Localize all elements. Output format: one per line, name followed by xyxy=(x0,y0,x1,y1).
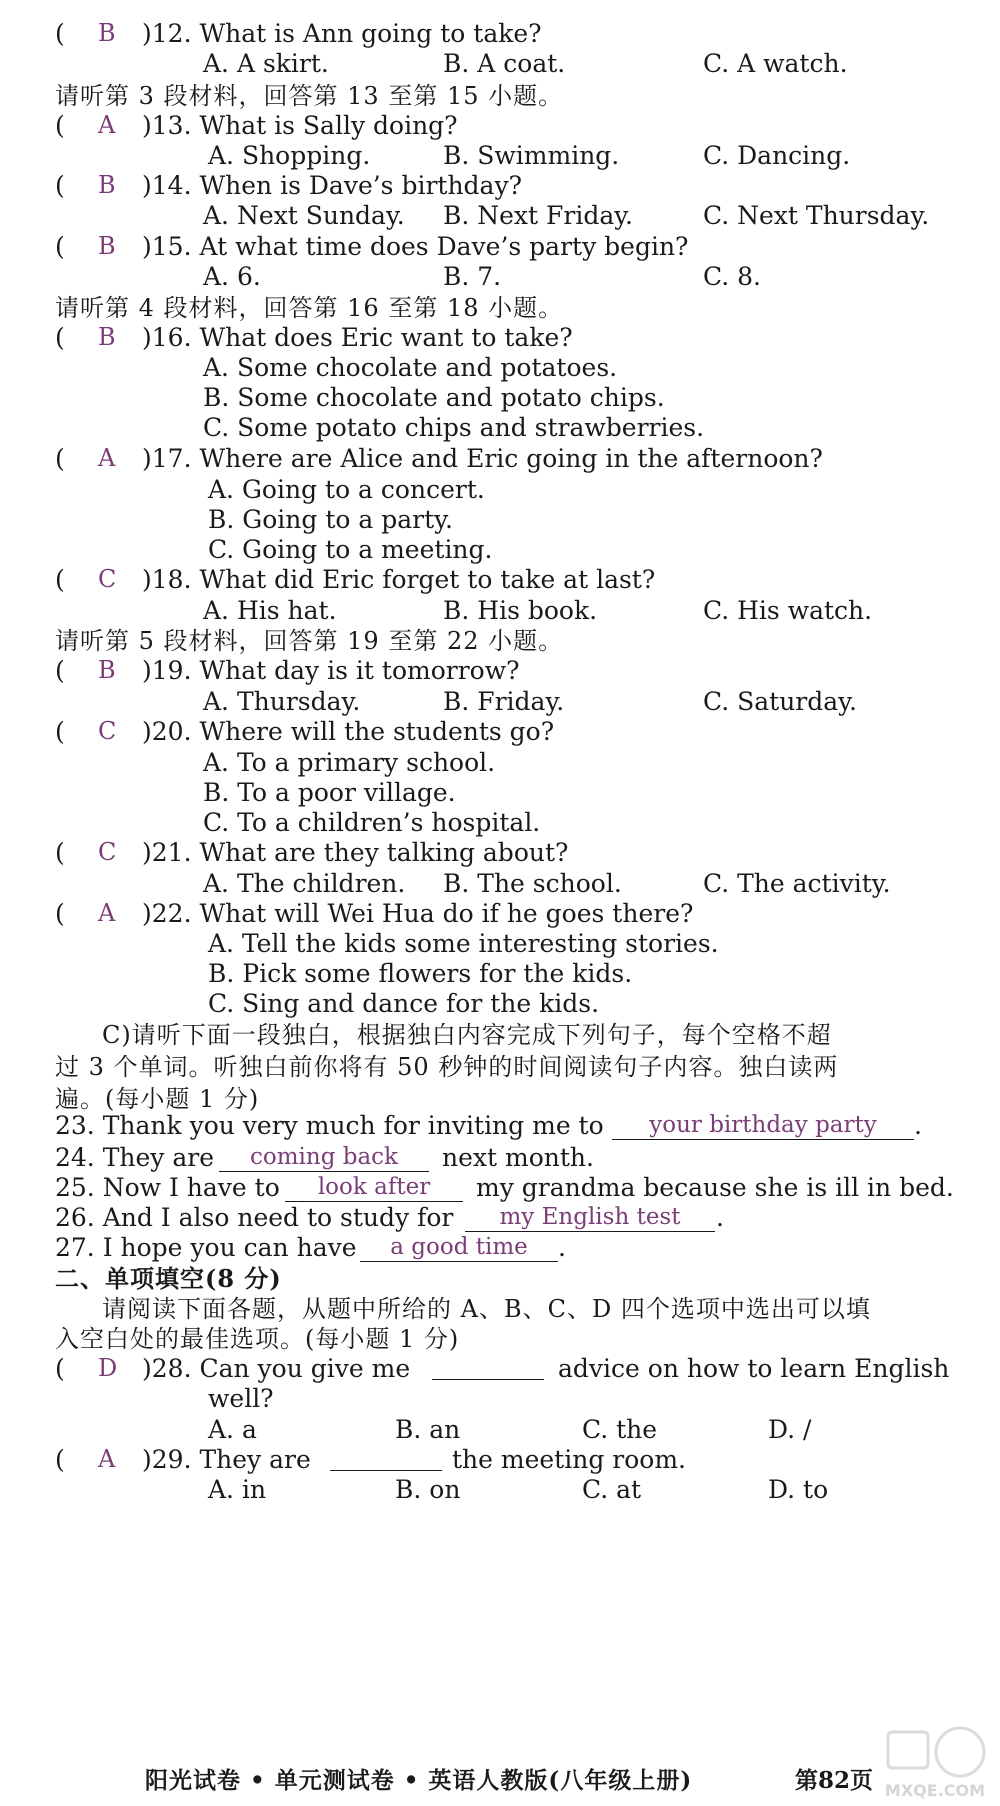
option-17-c: C. Going to a meeting. xyxy=(208,535,493,564)
part-c-line-1: C)请听下面一段独白，根据独白内容完成下列句子，每个空格不超 xyxy=(102,1021,832,1049)
option-d: D. / xyxy=(768,1415,812,1444)
question-28-cont: well? xyxy=(208,1384,274,1413)
answer-blank: coming back xyxy=(219,1143,429,1172)
option-c: C. 8. xyxy=(703,262,761,291)
option-a: A. a xyxy=(208,1415,257,1444)
answer-mark: B xyxy=(98,19,116,47)
question-14: ( B )14. When is Dave’s birthday? xyxy=(0,168,1000,203)
question-text: )20. Where will the students go? xyxy=(142,717,555,746)
option-d: D. to xyxy=(768,1475,829,1504)
fill-25: 25. Now I have to look after my grandma because she is ill in bed. xyxy=(55,1173,954,1202)
question-17: ( A )17. Where are Alice and Eric going in the afternoon? xyxy=(0,441,1000,476)
section-5-instruction: 请听第 5 段材料，回答第 19 至第 22 小题。 xyxy=(55,627,564,655)
footer-title: 阳光试卷 • 单元测试卷 • 英语人教版(八年级上册) xyxy=(145,1767,693,1794)
question-text: )22. What will Wei Hua do if he goes there? xyxy=(142,899,694,928)
option-a: A. A skirt. xyxy=(203,49,329,78)
option-c: C. Dancing. xyxy=(703,141,851,170)
fill-23: 23. Thank you very much for inviting me to your birthday party . xyxy=(55,1111,922,1140)
question-text: )13. What is Sally doing? xyxy=(142,111,458,140)
option-22-b: B. Pick some flowers for the kids. xyxy=(208,959,633,988)
fill-24: 24. They are coming back next month. xyxy=(55,1143,594,1172)
question-18: ( C )18. What did Eric forget to take at last? xyxy=(0,562,1000,597)
question-text: )14. When is Dave’s birthday? xyxy=(142,171,522,200)
answer-mark: B xyxy=(98,656,116,684)
option-17-a: A. Going to a concert. xyxy=(208,475,485,504)
option-16-a: A. Some chocolate and potatoes. xyxy=(203,353,618,382)
question-text: )29. They are xyxy=(142,1445,311,1474)
answer-mark: D xyxy=(98,1354,118,1382)
question-text: )15. At what time does Dave’s party begin? xyxy=(142,232,689,261)
page-number: 第82页 xyxy=(795,1767,874,1794)
option-16-c: C. Some potato chips and strawberries. xyxy=(203,413,705,442)
option-16-b: B. Some chocolate and potato chips. xyxy=(203,383,665,412)
question-text: )16. What does Eric want to take? xyxy=(142,323,573,352)
answer-mark: B xyxy=(98,171,116,199)
option-b: B. A coat. xyxy=(443,49,566,78)
part-c-line-3: 遍。(每小题 1 分) xyxy=(55,1085,260,1113)
section-3-instruction: 请听第 3 段材料，回答第 13 至第 15 小题。 xyxy=(55,82,564,110)
option-20-c: C. To a children’s hospital. xyxy=(203,808,541,837)
option-b: B. Friday. xyxy=(443,687,565,716)
option-20-a: A. To a primary school. xyxy=(203,748,496,777)
option-a: A. in xyxy=(208,1475,267,1504)
option-c: C. His watch. xyxy=(703,596,873,625)
part-c-line-2: 过 3 个单词。听独白前你将有 50 秒钟的时间阅读句子内容。独白读两 xyxy=(55,1053,839,1081)
option-c: C. A watch. xyxy=(703,49,848,78)
question-16: ( B )16. What does Eric want to take? xyxy=(0,320,1000,355)
option-b: B. Next Friday. xyxy=(443,201,633,230)
fill-26: 26. And I also need to study for my English test . xyxy=(55,1203,724,1232)
answer-mark: C xyxy=(98,565,117,593)
watermark-logo-icon xyxy=(880,1722,990,1802)
option-a: A. 6. xyxy=(203,262,261,291)
option-b: B. 7. xyxy=(443,262,502,291)
options-29 xyxy=(0,1472,1000,1507)
option-a: A. Next Sunday. xyxy=(203,201,405,230)
option-c: C. at xyxy=(582,1475,642,1504)
question-text: )18. What did Eric forget to take at last? xyxy=(142,565,656,594)
option-c: C. Saturday. xyxy=(703,687,857,716)
answer-mark: C xyxy=(98,838,117,866)
option-a: A. Thursday. xyxy=(203,687,361,716)
question-19: ( B )19. What day is it tomorrow? xyxy=(0,653,1000,688)
part-2-line-1: 请阅读下面各题，从题中所给的 A、B、C、D 四个选项中选出可以填 xyxy=(102,1295,871,1323)
question-20: ( C )20. Where will the students go? xyxy=(0,714,1000,749)
option-a: A. His hat. xyxy=(203,596,337,625)
question-text: )17. Where are Alice and Eric going in the afternoon? xyxy=(142,444,823,473)
answer-blank: my English test xyxy=(465,1203,715,1232)
question-12: ( B )12. What is Ann going to take? xyxy=(0,16,1000,51)
option-b: B. Swimming. xyxy=(443,141,620,170)
option-22-a: A. Tell the kids some interesting stories. xyxy=(208,929,719,958)
blank-line xyxy=(330,1442,442,1471)
part-2-line-2: 入空白处的最佳选项。(每小题 1 分) xyxy=(55,1325,460,1353)
answer-mark: A xyxy=(98,444,116,472)
option-b: B. The school. xyxy=(443,869,622,898)
option-a: A. The children. xyxy=(203,869,406,898)
answer-mark: B xyxy=(98,323,116,351)
option-b: B. an xyxy=(395,1415,461,1444)
answer-mark: B xyxy=(98,232,116,260)
answer-mark: A xyxy=(98,899,116,927)
option-b: B. His book. xyxy=(443,596,598,625)
question-text: )19. What day is it tomorrow? xyxy=(142,656,520,685)
blank-line xyxy=(432,1351,544,1380)
question-21: ( C )21. What are they talking about? xyxy=(0,835,1000,870)
option-c: C. Next Thursday. xyxy=(703,201,930,230)
option-17-b: B. Going to a party. xyxy=(208,505,453,534)
question-text: )21. What are they talking about? xyxy=(142,838,569,867)
question-13: ( A )13. What is Sally doing? xyxy=(0,108,1000,143)
question-29: ( A )29. They are the meeting room. xyxy=(0,1442,1000,1477)
options-14 xyxy=(0,198,1000,233)
question-28: ( D )28. Can you give me advice on how to learn English xyxy=(0,1351,1000,1386)
answer-mark: C xyxy=(98,717,117,745)
option-a: A. Shopping. xyxy=(208,141,371,170)
answer-blank: your birthday party xyxy=(612,1111,914,1140)
fill-27: 27. I hope you can have a good time . xyxy=(55,1233,566,1262)
part-2-heading: 二、单项填空(8 分) xyxy=(55,1264,282,1293)
answer-mark: A xyxy=(98,111,116,139)
options-15 xyxy=(0,259,1000,294)
option-b: B. on xyxy=(395,1475,461,1504)
question-text: )28. Can you give me xyxy=(142,1354,411,1383)
option-22-c: C. Sing and dance for the kids. xyxy=(208,989,600,1018)
option-c: C. The activity. xyxy=(703,869,891,898)
section-4-instruction: 请听第 4 段材料，回答第 16 至第 18 小题。 xyxy=(55,294,564,322)
question-22: ( A )22. What will Wei Hua do if he goes there? xyxy=(0,896,1000,931)
question-15: ( B )15. At what time does Dave’s party begin? xyxy=(0,229,1000,264)
question-text: )12. What is Ann going to take? xyxy=(142,19,542,48)
page-footer xyxy=(0,1763,1000,1798)
options-12 xyxy=(0,46,1000,81)
answer-blank: a good time xyxy=(360,1233,558,1262)
answer-mark: A xyxy=(98,1445,116,1473)
options-18 xyxy=(0,593,1000,628)
option-20-b: B. To a poor village. xyxy=(203,778,456,807)
option-c: C. the xyxy=(582,1415,658,1444)
watermark-text: MXQE.COM xyxy=(884,1781,986,1800)
answer-blank: look after xyxy=(285,1173,463,1202)
